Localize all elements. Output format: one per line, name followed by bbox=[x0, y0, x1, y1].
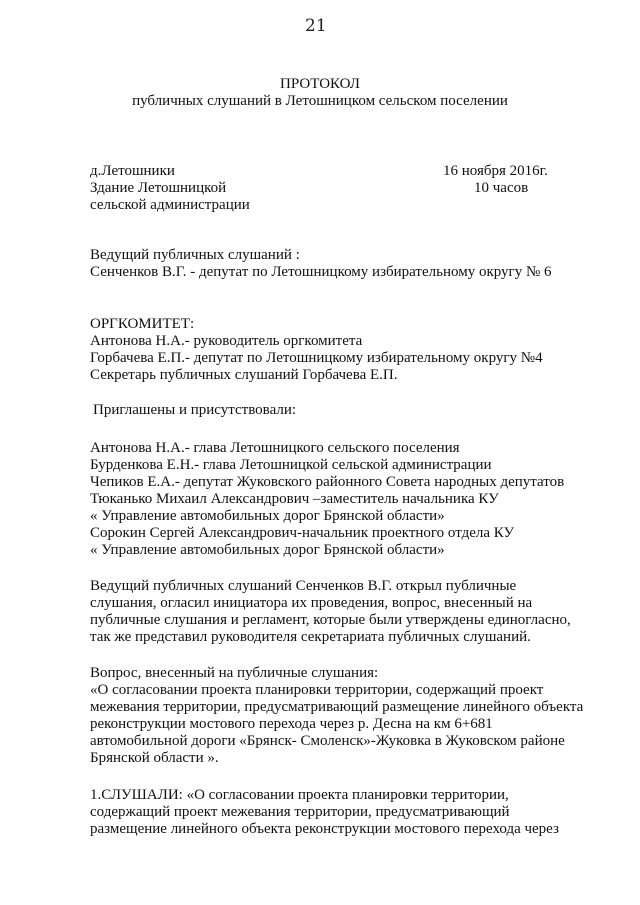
attendee-line: Чепиков Е.А.- депутат Жуковского районного Совета народных депутатов bbox=[90, 474, 565, 490]
attendee-line: « Управление автомобильных дорог Брянской области» bbox=[90, 542, 445, 558]
attendees-heading: Приглашены и присутствовали: bbox=[93, 402, 297, 418]
committee-line: Горбачева Е.П.- депутат по Летошницкому избирательному округу №4 bbox=[90, 350, 543, 366]
opening-paragraph-line: слушания, огласил инициатора их проведения, вопрос, внесенный на bbox=[90, 595, 533, 611]
question-paragraph-line: автомобильной дороги «Брянск- Смоленск»-Жуковка в Жуковском районе bbox=[90, 733, 565, 749]
question-paragraph-line: межевания территории, предусматривающий размещение линейного объекта bbox=[90, 699, 584, 715]
attendee-line: Бурденкова Е.Н.- глава Летошницкой сельской администрации bbox=[90, 457, 492, 473]
attendee-line: Антонова Н.А.- глава Летошницкого сельского поселения bbox=[90, 440, 460, 456]
host-heading: Ведущий публичных слушаний : bbox=[90, 247, 300, 263]
committee-heading: ОРГКОМИТЕТ: bbox=[90, 316, 195, 332]
meeting-date: 16 ноября 2016г. bbox=[443, 163, 548, 179]
document-title: ПРОТОКОЛ bbox=[280, 76, 360, 92]
committee-line: Секретарь публичных слушаний Горбачева Е.П. bbox=[90, 367, 398, 383]
page-number: 21 bbox=[305, 16, 327, 36]
document-subtitle: публичных слушаний в Летошницком сельском поселении bbox=[132, 93, 508, 109]
heard-paragraph-line: размещение линейного объекта реконструкции мостового перехода через bbox=[90, 821, 559, 837]
heard-paragraph-line: содержащий проект межевания территории, предусматривающий bbox=[90, 804, 510, 820]
opening-paragraph-line: Ведущий публичных слушаний Сенченков В.Г. открыл публичные bbox=[90, 578, 517, 594]
place-line-2: Здание Летошницкой bbox=[90, 180, 227, 196]
meeting-time: 10 часов bbox=[474, 180, 529, 196]
attendee-line: « Управление автомобильных дорог Брянской области» bbox=[90, 508, 445, 524]
attendee-line: Тюканько Михаил Александрович –заместитель начальника КУ bbox=[90, 491, 499, 507]
question-paragraph-line: «О согласовании проекта планировки территории, содержащий проект bbox=[90, 682, 544, 698]
opening-paragraph-line: публичные слушания и регламент, которые были утверждены единогласно, bbox=[90, 612, 571, 628]
question-paragraph-line: Брянской области ». bbox=[90, 750, 219, 766]
place-line-1: д.Летошники bbox=[90, 163, 175, 179]
place-line-3: сельской администрации bbox=[90, 197, 250, 213]
opening-paragraph-line: так же представил руководителя секретариата публичных слушаний. bbox=[90, 629, 531, 645]
question-paragraph-line: реконструкции мостового перехода через р. Десна на км 6+681 bbox=[90, 716, 493, 732]
question-paragraph-line: Вопрос, внесенный на публичные слушания: bbox=[90, 665, 379, 681]
committee-line: Антонова Н.А.- руководитель оргкомитета bbox=[90, 333, 363, 349]
host-line: Сенченков В.Г. - депутат по Летошницкому избирательному округу № 6 bbox=[90, 264, 552, 280]
attendee-line: Сорокин Сергей Александрович-начальник проектного отдела КУ bbox=[90, 525, 515, 541]
heard-paragraph-line: 1.СЛУШАЛИ: «О согласовании проекта планировки территории, bbox=[90, 787, 509, 803]
